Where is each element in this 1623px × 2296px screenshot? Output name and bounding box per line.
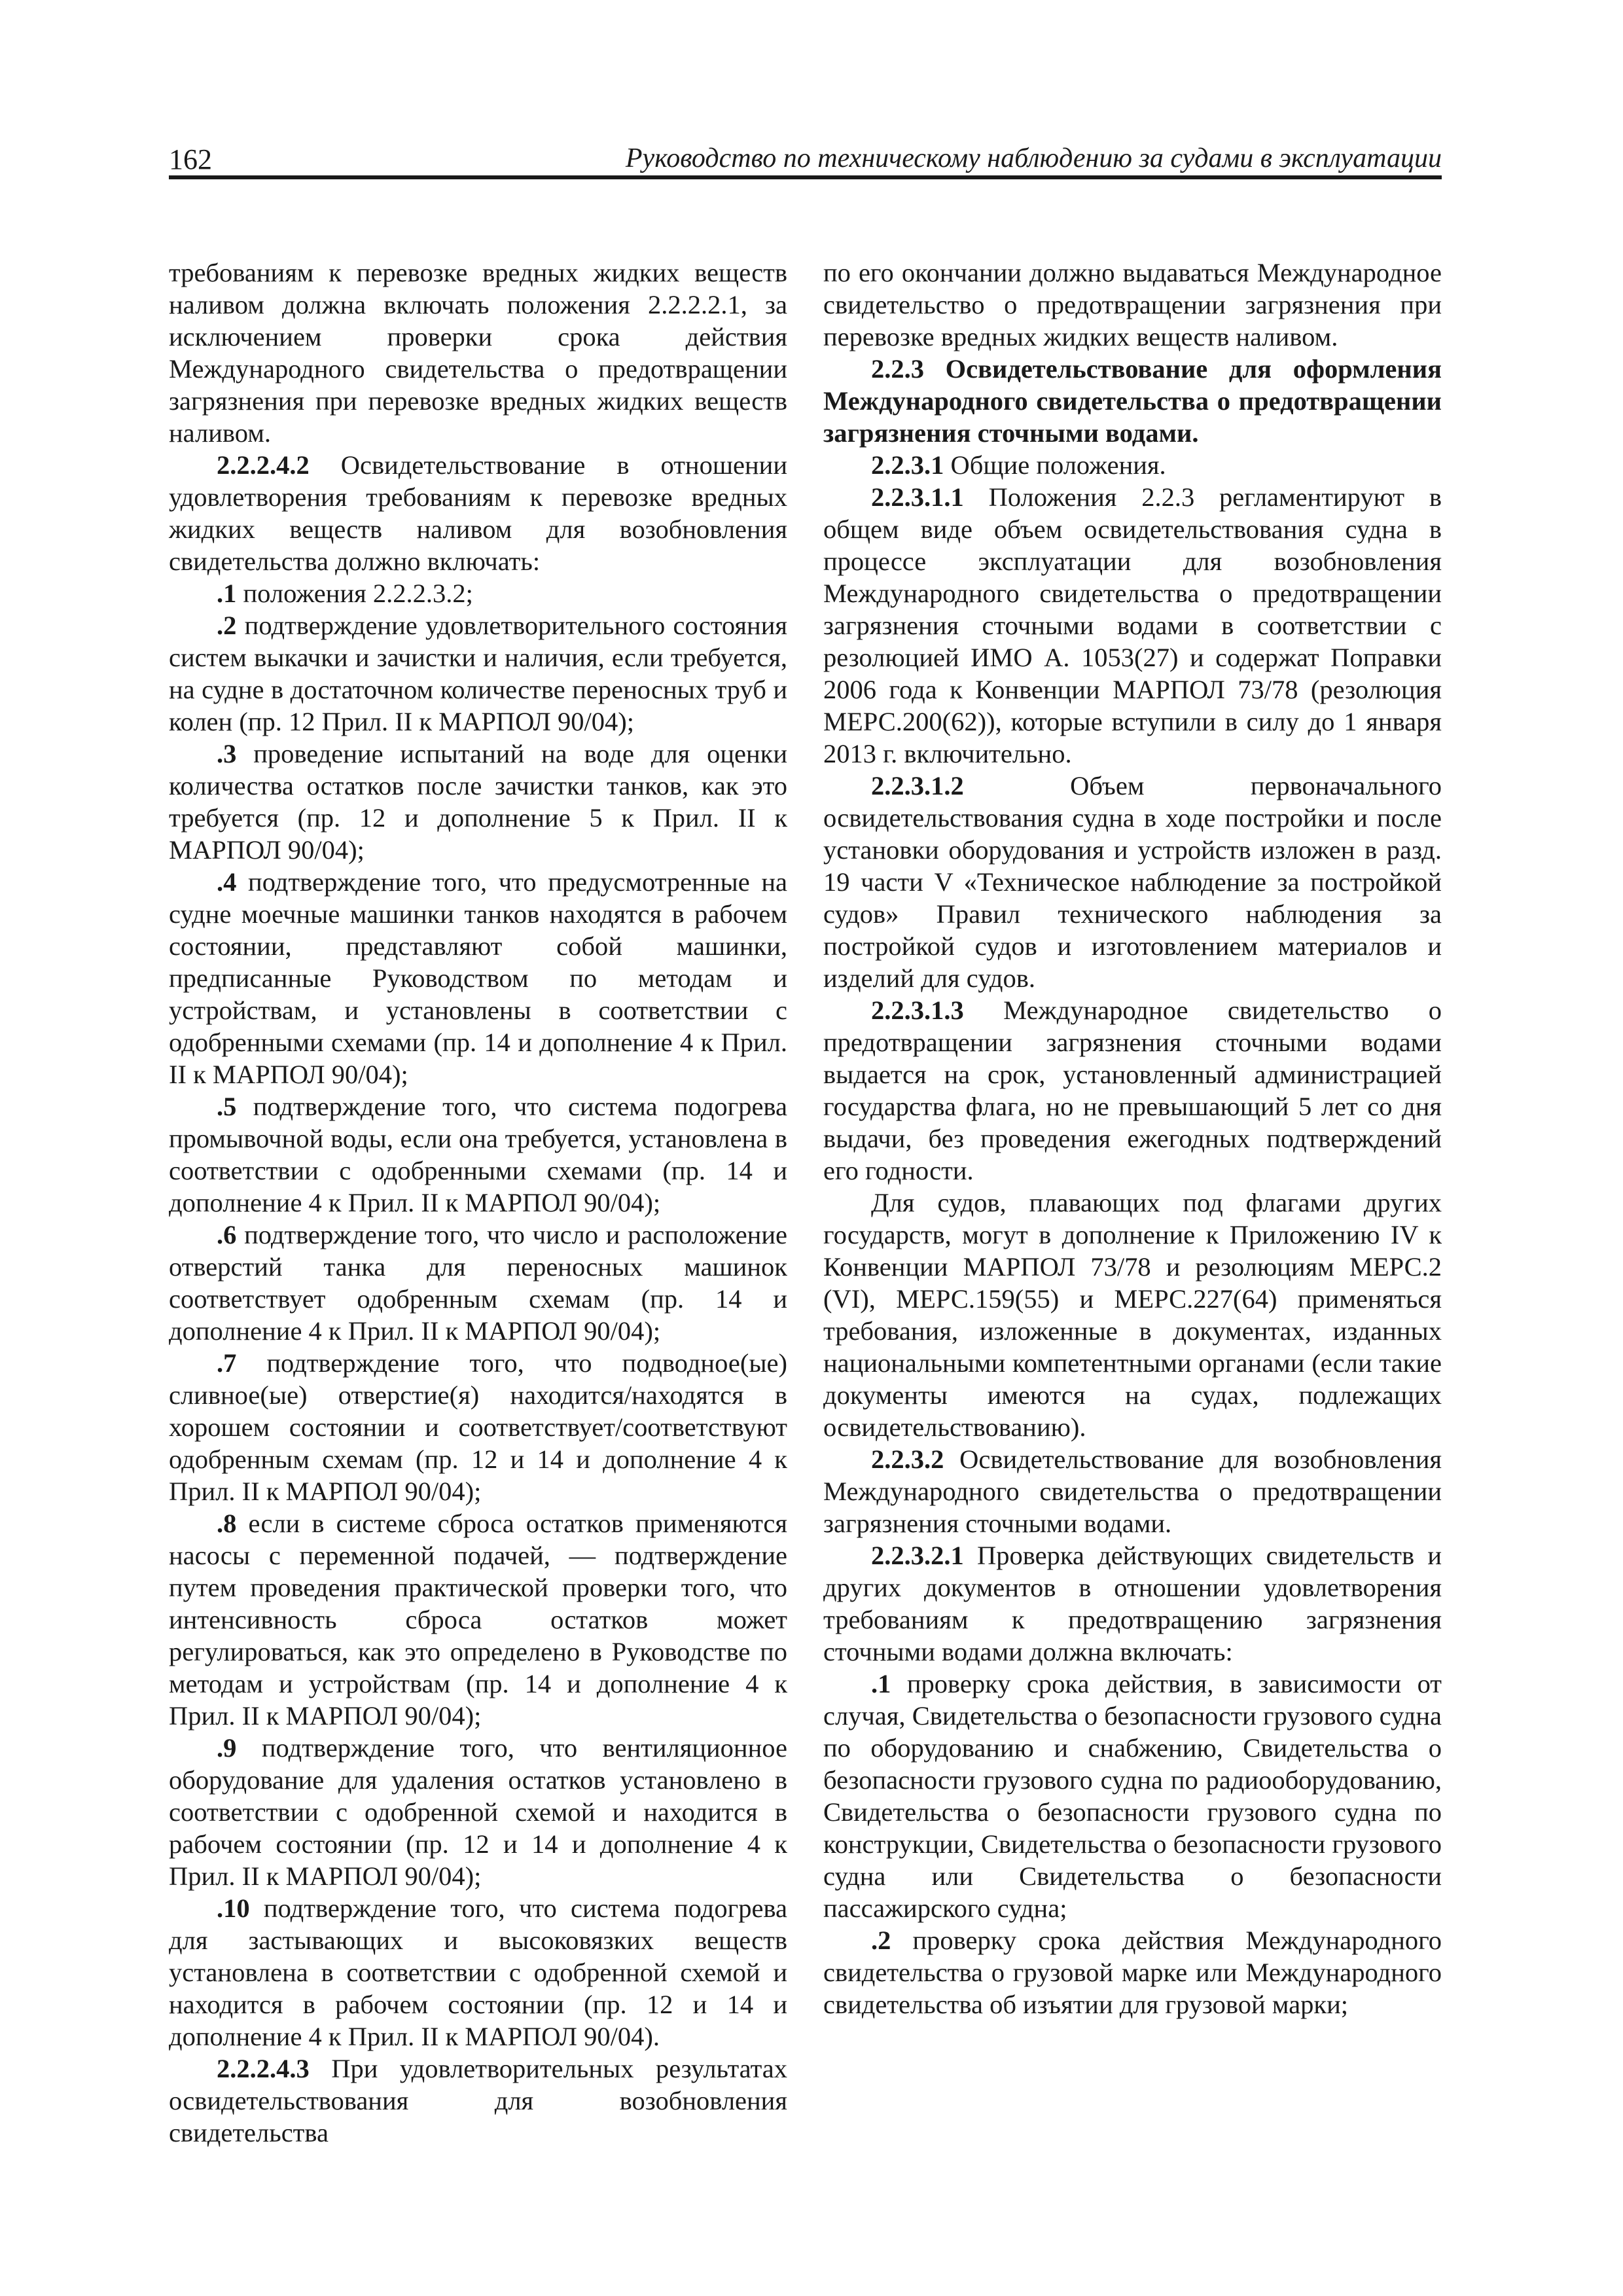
clause-number: 2.2.3.1.1 xyxy=(871,482,964,512)
list-item xyxy=(169,1507,787,1732)
item-number: .2 xyxy=(871,1926,891,1955)
clause-number: 2.2.2.4.2 xyxy=(217,450,310,480)
item-text: подтверждение того, что подводное(ые) сливное(ые) отверстие(я) находится/находятся в хорошем состоянии и соответствует/соответствуют одобренным схемам (пр. 12 и 14 и дополнение 4 к Прил. II к МАРПОЛ 90/04); xyxy=(169,1348,787,1506)
section-heading xyxy=(823,353,1442,449)
list-item xyxy=(169,1090,787,1219)
clause-number: 2.2.2.4.3 xyxy=(217,2054,310,2083)
paragraph xyxy=(169,449,787,577)
list-item xyxy=(169,866,787,1090)
list-item xyxy=(169,1892,787,2053)
item-text: если в системе сброса остатков применяются насосы с переменной подачей, — подтверждение путем проведения практической проверки того, что интенсивность сброса остатков может регулироваться, как это определено в Руководстве по методам и устройствам (пр. 14 и дополнение 4 к Прил. II к МАРПОЛ 90/04); xyxy=(169,1509,787,1731)
paragraph xyxy=(823,994,1442,1187)
list-item xyxy=(169,577,787,609)
paragraph-text: Для судов, плавающих под флагами других государств, могут в дополнение к Приложению IV к Конвенции МАРПОЛ 73/78 и резолюциям МЕРС.2 (VI), МЕРС.159(55) и МЕРС.227(64) применяться требования, изложенные в документах, изданных национальными компетентными органами (если такие документы имеются на судах, подлежащих освидетельствованию). xyxy=(823,1188,1442,1442)
clause-number: 2.2.3.1.3 xyxy=(871,996,964,1025)
item-text: подтверждение удовлетворительного состояния систем выкачки и зачистки и наличия, если требуется, на судне в достаточном количестве переносных труб и колен (пр. 12 Прил. II к МАРПОЛ 90/04); xyxy=(169,611,787,736)
paragraph xyxy=(823,1443,1442,1539)
paragraph-text: по его окончании должно выдаваться Международное свидетельство о предотвращении загрязнения при перевозке вредных жидких веществ наливом. xyxy=(823,258,1442,351)
item-text: подтверждение того, что вентиляционное оборудование для удаления остатков установлено в соответствии с одобренной схемой и находится в рабочем состоянии (пр. 12 и 14 и дополнение 4 к Прил. II к МАРПОЛ 90/04); xyxy=(169,1733,787,1891)
page-header xyxy=(169,139,1442,178)
list-item xyxy=(823,1668,1442,1924)
item-text: подтверждение того, что число и расположение отверстий танка для переносных машинок соответствует одобренным схемам (пр. 14 и дополнение 4 к Прил. II к МАРПОЛ 90/04); xyxy=(169,1220,787,1346)
right-column xyxy=(823,257,1442,2020)
item-number: .4 xyxy=(217,867,237,897)
list-item xyxy=(169,1219,787,1347)
list-item xyxy=(169,1347,787,1507)
paragraph xyxy=(823,1539,1442,1668)
paragraph xyxy=(169,257,787,449)
paragraph xyxy=(823,449,1442,481)
item-number: .6 xyxy=(217,1220,237,1249)
page-number: 162 xyxy=(169,143,212,175)
list-item xyxy=(169,738,787,866)
running-title: Руководство по техническому наблюдению за судами в эксплуатации xyxy=(625,143,1442,173)
list-item xyxy=(169,609,787,738)
list-item xyxy=(823,1924,1442,2020)
section-number: 2.2.3 xyxy=(871,354,924,384)
item-text: подтверждение того, что предусмотренные на судне моечные машинки танков находятся в рабочем состоянии, представляют собой машинки, предписанные Руководством по методам и устройствам, и установлены в соответствии с одобренными схемами (пр. 14 и дополнение 4 к Прил. II к МАРПОЛ 90/04); xyxy=(169,867,787,1089)
item-number: .9 xyxy=(217,1733,237,1763)
item-number: .5 xyxy=(217,1092,237,1121)
item-text: положения 2.2.2.3.2; xyxy=(236,579,473,608)
item-text: проверку срока действия, в зависимости от случая, Свидетельства о безопасности грузового судна по оборудованию и снабжению, Свидетельства о безопасности грузового судна по радиооборудованию, Свидетельства о безопасности грузового судна по конструкции, Свидетельства о безопасности грузового судна или Свидетельства о безопасности пассажирского судна; xyxy=(823,1669,1442,1923)
paragraph-text: Положения 2.2.3 регламентируют в общем виде объем освидетельствования судна в процессе эксплуатации для возобновления Международного свидетельства о предотвращении загрязнения сточными водами в соответствии с резолюцией ИМО А. 1053(27) и содержат Поправки 2006 года к Конвенции МАРПОЛ 73/78 (резолюция МЕРС.200(62)), которые вступили в силу до 1 января 2013 г. включительно. xyxy=(823,482,1442,768)
clause-number: 2.2.3.1 xyxy=(871,450,944,480)
section-title: Освидетельствование для оформления Международного свидетельства о предотвращении загрязнения сточными водами. xyxy=(823,354,1442,448)
item-number: .10 xyxy=(217,1893,250,1923)
paragraph-text: Проверка действующих свидетельств и других документов в отношении удовлетворения требованиям к предотвращению загрязнения сточными водами должна включать: xyxy=(823,1541,1442,1666)
item-number: .1 xyxy=(871,1669,891,1698)
paragraph xyxy=(169,2053,787,2149)
clause-number: 2.2.3.1.2 xyxy=(871,771,964,800)
item-text: проверку срока действия Международного свидетельства о грузовой марке или Международного свидетельства об изъятии для грузовой марки; xyxy=(823,1926,1442,2019)
item-text: подтверждение того, что система подогрева для застывающих и высоковязких веществ установлена в соответствии с одобренной схемой и находится в рабочем состоянии (пр. 12 и 14 и дополнение 4 к Прил. II к МАРПОЛ 90/04). xyxy=(169,1893,787,2051)
clause-number: 2.2.3.2 xyxy=(871,1444,944,1474)
paragraph-text: требованиям к перевозке вредных жидких веществ наливом должна включать положения 2.2.2.2.1, за исключением проверки срока действия Международного свидетельства о предотвращении загрязнения при перевозке вредных жидких веществ наливом. xyxy=(169,258,787,448)
paragraph-text: Освидетельствование в отношении удовлетворения требованиям к перевозке вредных жидких веществ наливом для возобновления свидетельства должно включать: xyxy=(169,450,787,576)
item-number: .8 xyxy=(217,1509,237,1538)
clause-number: 2.2.3.2.1 xyxy=(871,1541,964,1570)
paragraph xyxy=(823,257,1442,353)
header-rule xyxy=(169,175,1442,179)
left-column xyxy=(169,257,787,2149)
paragraph xyxy=(823,770,1442,994)
paragraph-text: Международное свидетельство о предотвращении загрязнения сточными водами выдается на срок, установленный администрацией государства флага, но не превышающий 5 лет со дня выдачи, без проведения ежегодных подтверждений его годности. xyxy=(823,996,1442,1185)
paragraph-text: При удовлетворительных результатах освидетельствования для возобновления свидетельства xyxy=(169,2054,787,2147)
paragraph-text: Освидетельствование для возобновления Международного свидетельства о предотвращении загрязнения сточными водами. xyxy=(823,1444,1442,1538)
item-number: .7 xyxy=(217,1348,237,1378)
paragraph xyxy=(823,1187,1442,1443)
item-text: проведение испытаний на воде для оценки количества остатков после зачистки танков, как это требуется (пр. 12 и дополнение 5 к Прил. II к МАРПОЛ 90/04); xyxy=(169,739,787,865)
paragraph-text: Объем первоначального освидетельствования судна в ходе постройки и после установки оборудования и устройств изложен в разд. 19 части V «Техническое наблюдение за постройкой судов» Правил технического наблюдения за постройкой судов и изготовлением материалов и изделий для судов. xyxy=(823,771,1442,993)
paragraph xyxy=(823,481,1442,770)
item-number: .1 xyxy=(217,579,237,608)
paragraph-text: Общие положения. xyxy=(944,450,1166,480)
item-text: подтверждение того, что система подогрева промывочной воды, если она требуется, установлена в соответствии с одобренными схемами (пр. 14 и дополнение 4 к Прил. II к МАРПОЛ 90/04); xyxy=(169,1092,787,1217)
item-number: .3 xyxy=(217,739,237,768)
list-item xyxy=(169,1732,787,1892)
item-number: .2 xyxy=(217,611,237,640)
